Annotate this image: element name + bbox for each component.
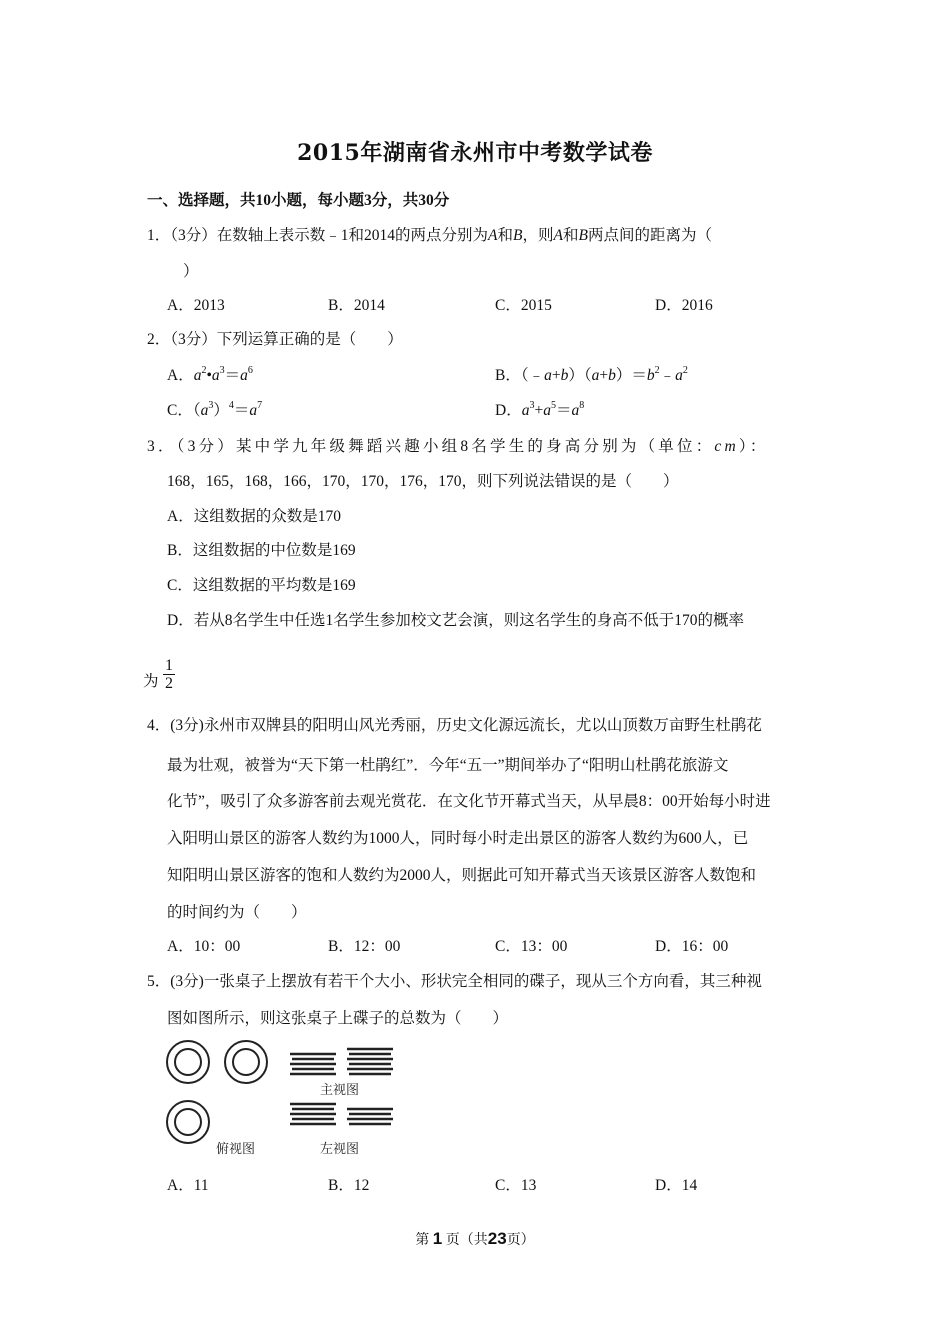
q5-option-a: A．11: [167, 1177, 209, 1194]
q4-option-b: B．12：00: [328, 938, 401, 955]
top-view-plate-3: [167, 1101, 209, 1143]
q5-stem-line2: 图如图所示，则这张桌子上碟子的总数为（ ）: [167, 1010, 509, 1027]
q3-stem-line2: 168，165，168，166，170，170，176，170，则下列说法错误的是（ ）: [167, 473, 679, 490]
top-view-plate-1: [167, 1041, 209, 1083]
q4-option-d: D．16：00: [655, 938, 729, 955]
plates-three-views-figure: [160, 1036, 405, 1161]
q4-stem-line2: 最为壮观，被誉为“天下第一杜鹃红”．今年“五一”期间举办了“阳明山杜鹃花旅游文: [167, 757, 729, 774]
q5-option-b: B．12: [328, 1177, 370, 1194]
fraction-denominator: 2: [165, 675, 173, 692]
q1-stem-line2: ）: [183, 263, 199, 280]
q2-option-a: A．$a^2•a^3=a^6$: [167, 365, 253, 384]
q1-stem-line1: 1．（3分）在数轴上表示数﹣1和2014的两点分别为A和B，则A和B两点间的距离为（: [147, 227, 712, 244]
fraction-one-half: [161, 657, 177, 692]
page-footer: [0, 1229, 950, 1249]
q3-option-d: D．若从8名学生中任选1名学生参加校文艺会演，则这名学生的身高不低于170的概率: [167, 612, 744, 629]
fraction-numerator: 1: [165, 657, 173, 674]
footer-suffix: 页）: [506, 1233, 535, 1248]
q1-option-a: A．2013: [167, 297, 225, 314]
front-view-stack-right: [347, 1049, 393, 1074]
q4-option-c: C．13：00: [495, 938, 568, 955]
q2-option-d: D．$a^3+a^5=a^8$: [495, 400, 585, 419]
footer-page-number: 1: [432, 1229, 443, 1248]
q1-option-b: B．2014: [328, 297, 385, 314]
front-view-stack-left: [290, 1054, 336, 1074]
q2-option-b: B．$(﹣a+b)(a+b)=b^2﹣a^2$: [495, 365, 688, 384]
q4-stem-line6: 的时间约为（ ）: [167, 904, 307, 921]
q3-option-d-tail: 为: [143, 673, 159, 690]
left-view-stack-left: [290, 1104, 336, 1124]
q4-stem-line4: 入阳明山景区的游客人数约为1000人，同时每小时走出景区的游客人数约为600人，已: [167, 830, 749, 847]
q2-option-c: C．$(a^3)^4=a^7$: [167, 400, 263, 419]
page-title: 2015年湖南省永州市中考数学试卷: [297, 140, 653, 166]
q3-option-a: A．这组数据的众数是170: [167, 508, 341, 525]
q2-stem: 2．（3分）下列运算正确的是（ ）: [147, 331, 403, 348]
q1-option-d: D．2016: [655, 297, 713, 314]
q5-stem-line1: 5．(3分)一张桌子上摆放有若干个大小、形状完全相同的碟子，现从三个方向看，其三种视: [147, 973, 762, 990]
footer-prefix: 第: [415, 1233, 430, 1248]
section-heading: 一、选择题，共10小题，每小题3分，共30分: [147, 192, 450, 209]
top-view-plate-2: [225, 1041, 267, 1083]
top-view-label: 俯视图: [216, 1142, 256, 1157]
q4-stem-line3: 化节”，吸引了众多游客前去观光赏花．在文化节开幕式当天，从早晨8：00开始每小时进: [167, 793, 771, 810]
left-view-label: 左视图: [320, 1142, 360, 1157]
q5-option-c: C．13: [495, 1177, 537, 1194]
footer-total-pages: 23: [487, 1229, 507, 1248]
q4-stem-line5: 知阳明山景区游客的饱和人数约为2000人，则据此可知开幕式当天该景区游客人数饱和: [167, 867, 757, 884]
front-view-label: 主视图: [320, 1083, 360, 1098]
q5-option-d: D．14: [655, 1177, 698, 1194]
q4-option-a: A．10：00: [167, 938, 241, 955]
q3-stem-line1: 3．（3分）某中学九年级舞蹈兴趣小组8名学生的身高分别为（单位：cm）：: [147, 438, 769, 455]
q3-option-c: C．这组数据的平均数是169: [167, 577, 356, 594]
footer-middle: 页（共: [445, 1233, 488, 1248]
q4-stem-line1: 4．(3分)永州市双牌县的阳明山风光秀丽，历史文化源远流长，尤以山顶数万亩野生杜鹃花: [147, 717, 762, 734]
left-view-stack-right: [347, 1109, 393, 1124]
q1-option-c: C．2015: [495, 297, 552, 314]
q3-option-b: B．这组数据的中位数是169: [167, 542, 356, 559]
